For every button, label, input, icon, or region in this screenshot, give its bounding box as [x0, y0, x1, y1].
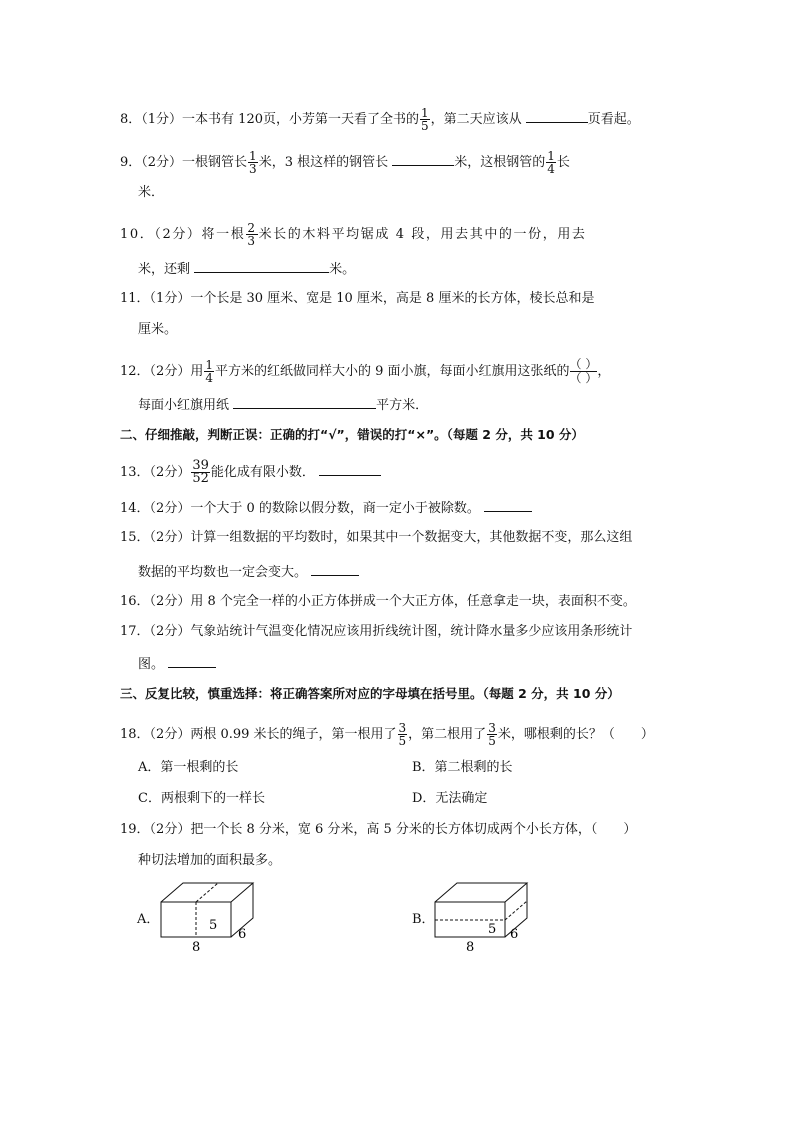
question-11-continued: 厘米。 — [138, 322, 178, 337]
question-16: 16．（2分）用 8 个完全一样的小正方体拼成一个大正方体，任意拿走一块，表面积不变。 — [120, 594, 636, 609]
question-17-continued: 图。 — [138, 653, 216, 675]
answer-blank[interactable] — [526, 108, 588, 123]
answer-blank[interactable] — [484, 497, 532, 512]
question-18: 18．（2分）两根 0.99 米长的绳子，第一根用了 $\frac{3}{5}$ ，第二根用了 $\frac{3}{5}$ 米，哪根剩的长？（ ） — [120, 721, 654, 748]
question-9: 9．（2分）一根钢管长 $\frac{1}{3}$ 米，3 根这样的钢管长 米，这根钢管的 $\frac{1}{4}$ 长 — [120, 149, 570, 176]
cuboid-figure-b[interactable] — [432, 880, 532, 955]
answer-blank[interactable] — [194, 258, 329, 273]
answer-blank[interactable] — [168, 653, 216, 668]
fraction: $\frac{1}{5}$ — [421, 106, 429, 133]
answer-blank[interactable] — [311, 561, 359, 576]
answer-blank[interactable] — [319, 461, 381, 476]
section-3-heading: 三、反复比较，慎重选择：将正确答案所对应的字母填在括号里。（每题 2 分，共 10 分） — [120, 686, 620, 701]
option-b[interactable]: B．第二根剩的长 — [412, 760, 513, 775]
fraction: $\frac{1}{4}$ — [205, 358, 213, 385]
option-a-label[interactable]: A． — [137, 912, 160, 927]
answer-blank[interactable] — [392, 151, 454, 166]
question-15-continued: 数据的平均数也一定会变大。 — [138, 561, 359, 583]
fraction: $\frac{39}{52}$ — [192, 458, 209, 486]
height-label: 5 — [209, 918, 218, 933]
cut-line — [505, 901, 527, 920]
option-d[interactable]: D．无法确定 — [412, 791, 488, 806]
question-19: 19．（2分）把一个长 8 分米，宽 6 分米，高 5 分米的长方体切成两个小长方体，（ ） — [120, 822, 637, 837]
cuboid-top-face — [435, 883, 527, 902]
option-c[interactable]: C．两根剩下的一样长 — [138, 791, 265, 806]
question-14: 14．（2分）一个大于 0 的数除以假分数，商一定小于被除数。 — [120, 497, 682, 519]
fraction: $\frac{2}{3}$ — [247, 221, 257, 248]
answer-blank[interactable] — [233, 394, 376, 409]
width-label: 6 — [238, 927, 247, 942]
height-label: 5 — [488, 922, 497, 937]
question-12: 12．（2分）用 $\frac{1}{4}$ 平方米的红纸做同样大小的 9 面小旗，每面小红旗用这张纸的 $\frac{( )}{( )}$ ， — [120, 357, 611, 385]
question-19-continued: 种切法增加的面积最多。 — [138, 853, 282, 868]
question-12-continued: 每面小红旗用纸 平方米． — [138, 394, 428, 416]
question-13: 13．（2分） $\frac{39}{52}$ 能化成有限小数． — [120, 460, 682, 485]
question-15: 15．（2分）计算一组数据的平均数时，如果其中一个数据变大，其他数据不变，那么这组 — [120, 530, 633, 545]
question-10-continued: 米，还剩 米。 — [138, 258, 355, 280]
question-11: 11．（1分）一个长是 30 厘米、宽是 10 厘米，高是 8 厘米的长方体，棱长总和是 — [120, 291, 595, 306]
section-2-heading: 二、仔细推敲，判断正误：正确的打“√”，错误的打“×”。（每题 2 分，共 10 分） — [120, 427, 584, 442]
fraction-blank[interactable]: $\frac{( )}{( )}$ — [569, 357, 598, 385]
fraction: $\frac{1}{3}$ — [249, 149, 257, 176]
length-label: 8 — [192, 940, 201, 955]
fraction: $\frac{3}{5}$ — [398, 721, 407, 748]
question-8: 8．（1分）一本书有 120页，小芳第一天看了全书的 $\frac{1}{5}$ ，第二天应该从 页看起。 — [120, 106, 640, 133]
question-17: 17．（2分）气象站统计气温变化情况应该用折线统计图，统计降水量多少应该用条形统计 — [120, 624, 633, 639]
width-label: 6 — [510, 927, 519, 942]
option-b-label[interactable]: B． — [412, 912, 435, 927]
option-a[interactable]: A．第一根剩的长 — [138, 760, 239, 775]
question-9-continued: 米． — [138, 185, 165, 200]
cuboid-figure-a[interactable] — [158, 880, 258, 955]
cuboid-top-face — [161, 883, 253, 902]
fraction: $\frac{1}{4}$ — [547, 149, 555, 176]
fraction: $\frac{3}{5}$ — [488, 721, 496, 748]
question-10: 10．（2分）将一根 $\frac{2}{3}$ 米长的木料平均锯成 4 段，用去其中的一份，用去 — [120, 221, 587, 248]
length-label: 8 — [466, 940, 475, 955]
cut-line — [196, 883, 218, 902]
